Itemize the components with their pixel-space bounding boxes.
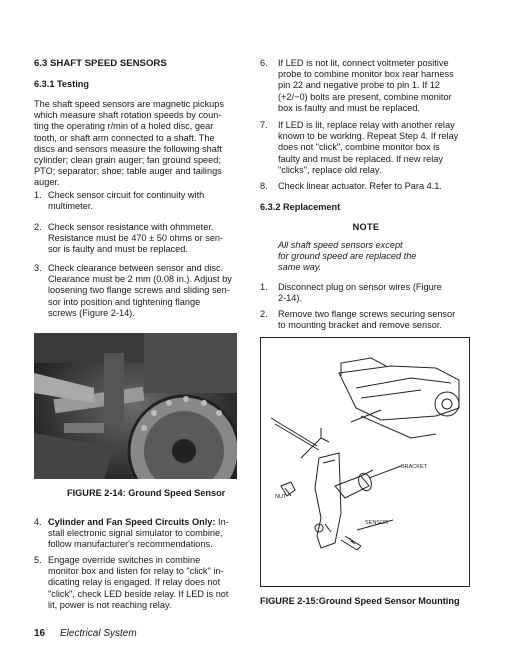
step-number: 4. <box>34 517 42 527</box>
step-line: multimeter. <box>48 201 93 212</box>
intro-line: auger. <box>34 177 60 188</box>
bracket-label: BRACKET <box>401 464 427 470</box>
section-heading: 6.3 SHAFT SPEED SENSORS <box>34 58 167 69</box>
step-line: Clearance must be 2 mm (0.08 in.). Adjust by <box>48 274 232 285</box>
step-bold-label: Cylinder and Fan Speed Circuits Only: <box>48 517 216 527</box>
step-line: sor into position and tightening flange <box>48 296 201 307</box>
step-number: 6. <box>260 58 268 68</box>
step-line: loosening two flange screws and sliding sen- <box>48 285 230 296</box>
step-number: 7. <box>260 120 268 130</box>
note-body <box>278 240 472 274</box>
step-line: probe to combine monitor box rear harness <box>278 69 454 80</box>
subsection-heading-testing: 6.3.1 Testing <box>34 79 89 89</box>
note-line: All shaft speed sensors except <box>278 240 403 250</box>
subsection-heading-replacement: 6.3.2 Replacement <box>260 202 341 212</box>
page-number: 16 <box>34 628 46 639</box>
ground-speed-sensor-photo <box>34 333 237 479</box>
step-line: "click", check LED beside relay. If LED is not <box>48 588 229 599</box>
step-line: If LED is not lit, connect voltmeter positive <box>278 58 449 68</box>
step-line: sor is faulty and must be replaced. <box>48 244 188 255</box>
nut-label: NUT <box>275 494 287 500</box>
step-line: pin 22 and negative probe to pin 1. If 12 <box>278 80 440 91</box>
step-number: 5. <box>34 555 42 565</box>
step-line: 2-14). <box>278 293 303 304</box>
step-line: does not "click", combine monitor box is <box>278 142 440 153</box>
note-line: for ground speed are replaced the <box>278 251 417 262</box>
step-line: Engage override switches in combine <box>48 555 201 565</box>
step-line: stall electronic signal simulator to combine, <box>48 528 223 539</box>
step-line: Resistance must be 470 ± 50 ohms or sen- <box>48 233 224 244</box>
step-line: Check clearance between sensor and disc. <box>48 263 224 273</box>
step-line: "clicks", replace old relay. <box>278 164 382 175</box>
step-number: 1. <box>34 190 42 200</box>
intro-line: tooth, or shaft arm connected to a shaft. The <box>34 132 215 143</box>
figure-2-14-caption: FIGURE 2-14: Ground Speed Sensor <box>67 488 226 498</box>
figure-2-15-caption: FIGURE 2-15:Ground Speed Sensor Mounting <box>260 596 460 606</box>
step-line: known to be working. Repeat Step 4. If relay <box>278 131 459 142</box>
step-number: 8. <box>260 181 268 191</box>
step-line: monitor box and listen for relay to "click" in- <box>48 566 224 577</box>
step-line: dicating relay is engaged. If relay does not <box>48 577 221 588</box>
step-line: screws (Figure 2-14). <box>48 307 135 318</box>
footer-section-title: Electrical System <box>60 628 137 639</box>
sensor-label: SENSOR <box>365 520 389 526</box>
step-line: Check sensor circuit for continuity with <box>48 190 205 200</box>
intro-line: ting the operating r/min of a holed disc, gear <box>34 121 214 132</box>
intro-line: cylinder; clean grain auger; fan ground speed; <box>34 155 221 166</box>
step-number: 2. <box>260 309 268 319</box>
step-line: lit, power is not reaching relay. <box>48 599 172 610</box>
step-line: In- <box>218 517 229 527</box>
step-number: 2. <box>34 222 42 232</box>
intro-line: PTO; separator; shoe; table auger and tailings <box>34 166 222 177</box>
step-line: Disconnect plug on sensor wires (Figure <box>278 282 442 292</box>
step-line: Check sensor resistance with ohmmeter. <box>48 222 214 232</box>
step-line: Remove two flange screws securing sensor <box>278 309 456 319</box>
note-line: same way. <box>278 262 322 273</box>
step-line: box is faulty and must be replaced. <box>278 102 420 113</box>
ground-speed-sensor-mounting-diagram <box>260 337 470 587</box>
step-line: follow manufacturer's recommendations. <box>48 539 213 550</box>
step-line: Check linear actuator. Refer to Para 4.1. <box>278 181 442 191</box>
intro-line: discs and sensors measure the following shaft <box>34 143 222 154</box>
step-number: 3. <box>34 263 42 273</box>
note-title: NOTE <box>352 222 380 232</box>
step-line: to mounting bracket and remove sensor. <box>278 320 442 331</box>
step-line: (+2/−0) bolts are present, combine monitor <box>278 91 452 102</box>
step-line: faulty and must be replaced. If new relay <box>278 153 443 164</box>
intro-line: which measure shaft rotation speeds by coun- <box>34 110 222 121</box>
intro-paragraph <box>34 99 238 189</box>
step-line: If LED is lit, replace relay with another relay <box>278 120 455 130</box>
step-number: 1. <box>260 282 268 292</box>
intro-line: The shaft speed sensors are magnetic pickups <box>34 99 224 109</box>
